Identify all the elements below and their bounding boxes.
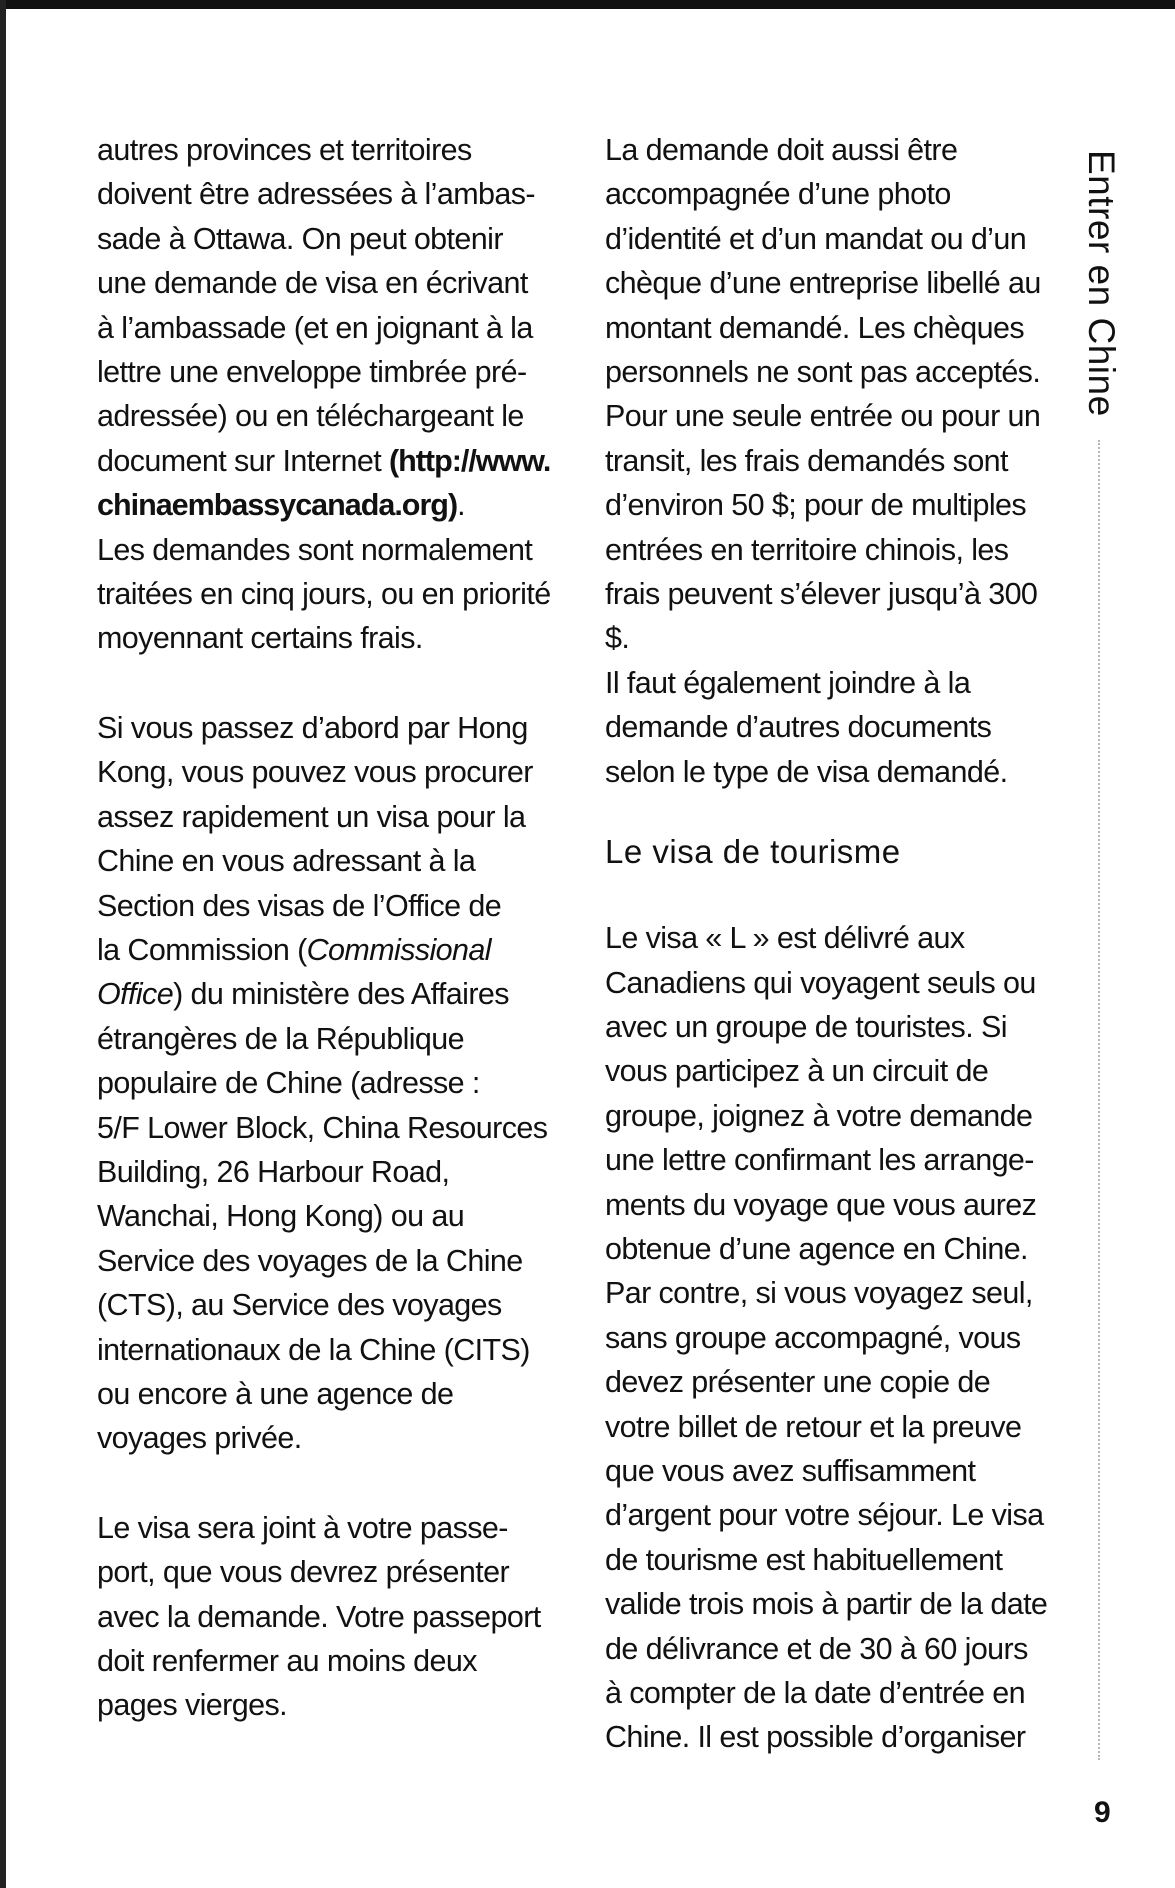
section-heading: Le visa de tourisme	[605, 833, 901, 871]
paragraph-tourist-visa: Le visa « L » est délivré aux Canadiens qui voyagent seuls ou avec un groupe de touristes. Si vous participez à un circuit de groupe, joignez à votre demande une lettre confirmant les arrange- ments du voyage que vous aurez obtenue d’une agence en Chine. Par contre, si vous voyagez seul, sans groupe accompagné, vous devez présenter une copie de votre billet de retour et la preuve que vous avez suffisamment d’argent pour votre séjour. Le visa de tourisme est habituellement valide trois mois à partir de la date de délivrance et de 30 à 60 jours à compter de la date d’entrée en Chine. Il est possible d’organiser	[605, 921, 1048, 1755]
paragraph-text: Si vous passez d’abord par Hong Kong, vous pouvez vous procurer assez rapidement un visa pour la Chine en vous adressant à la Section des visas de l’Office de la Commission (	[97, 710, 533, 967]
dotted-margin-guide	[1098, 440, 1100, 1760]
italic-term: Commissional Office	[97, 932, 491, 1012]
top-border-rule	[0, 0, 1175, 9]
chapter-title: Entrer en Chine	[1081, 150, 1122, 417]
left-text-column	[97, 128, 552, 1728]
left-border-rule	[0, 0, 6, 1888]
right-text-column	[605, 128, 1060, 1760]
paragraph-visa-application	[97, 128, 552, 661]
embassy-url-link[interactable]: (http://www. chinaembassycanada.org)	[97, 443, 551, 523]
paragraph-hong-kong	[97, 706, 552, 1461]
page-number: 9	[1094, 1796, 1111, 1829]
paragraph-text: autres provinces et territoires doivent être adressées à l’ambas- sade à Ottawa. On peut obtenir une demande de visa en écrivant à l’ambassade (et en joignant à la lettre une enveloppe timbrée pré- adressée) ou en téléchargeant le document sur Internet	[97, 133, 535, 478]
paragraph-text: . Les demandes sont normalement traitées en cinq jours, ou en priorité moyennant certains frais.	[97, 488, 551, 656]
chapter-sidebar	[1080, 150, 1140, 430]
paragraph-text: ) du ministère des Affaires étrangères de la République populaire de Chine (adresse : 5/F Lower Block, China Resources Building, 26 Harbour Road, Wanchai, Hong Kong) ou au Service des voyages de la Chine (CTS), au Service des voyages internationaux de la Chine (CITS) ou encore à une agence de voyages privée.	[97, 977, 548, 1456]
paragraph-passport: Le visa sera joint à votre passe- port, que vous devrez présenter avec la demande. Votre passeport doit renfermer au moins deux pages vierges.	[97, 1510, 541, 1723]
paragraph-documents: La demande doit aussi être accompagnée d’une photo d’identité et d’un mandat ou d’un chèque d’une entreprise libellé au montant demandé. Les chèques personnels ne sont pas acceptés. Pour une seule entrée ou pour un transit, les frais demandés sont d’environ 50 $; pour de multiples entrées en territoire chinois, les frais peuvent s’élever jusqu’à 300 $. Il faut également joindre à la demande d’autres documents selon le type de visa demandé.	[605, 133, 1041, 789]
